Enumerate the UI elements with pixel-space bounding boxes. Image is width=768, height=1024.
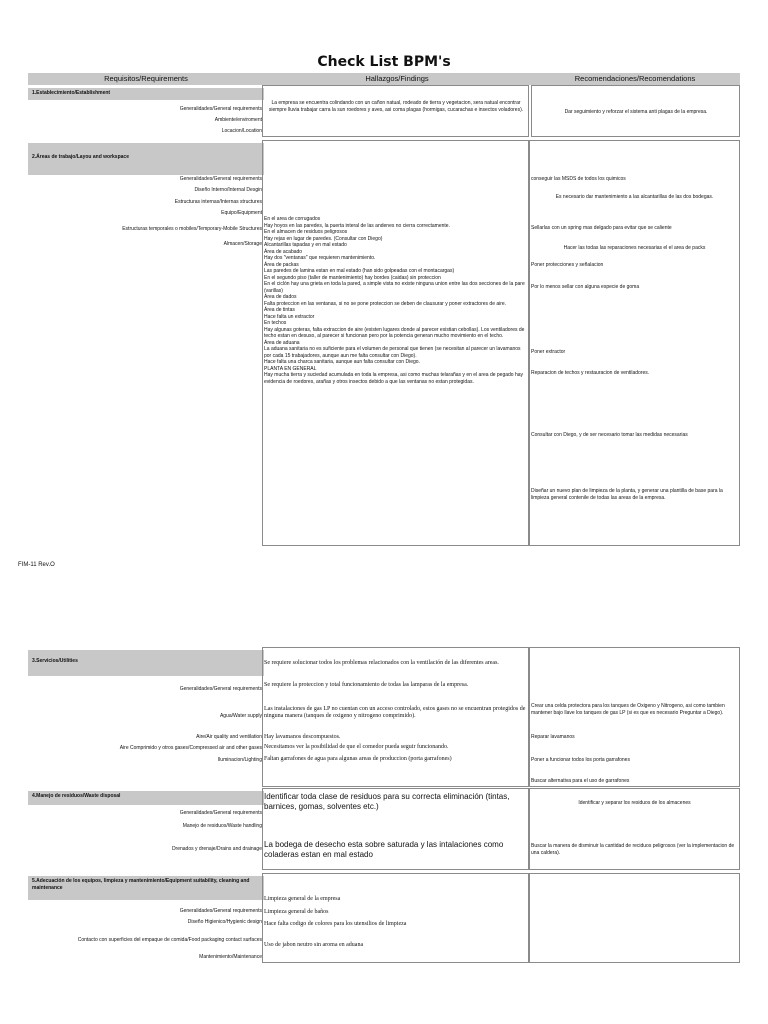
finding-text: Se requiere la proteccion y total funcionamiento de todas las lamparas de la empresa.: [264, 682, 469, 688]
recommendation-text: Poner protecciones y señalacion: [531, 262, 604, 268]
findings-list: [264, 216, 526, 385]
recommendation-text: conseguir las MSDS de todos los quimicos: [531, 176, 626, 182]
requirement-label: Diseño Higienico/Hygienic design: [187, 919, 262, 925]
finding-line: PLANTA EN GENERAL: [264, 365, 317, 372]
requirement-label: Mantenimiento/Maintenance: [199, 954, 262, 960]
requirement-label: Aire/Air quality and ventilation: [196, 734, 262, 740]
finding-text: Las instalaciones de gas LP no cuentan con un acceso controlado, estos gases no se encuentran protegidos de ninguna manera (tanques de oxigeno y nitrogeno comprimido).: [264, 706, 526, 719]
section-title: 1.Establecimiento/Establishment: [28, 88, 264, 100]
finding-text: La bodega de desecho esta sobre saturada y las intalaciones como coladeras estan en mal estado: [264, 840, 504, 859]
recommendation-text: Buscar la manera de disminuir la cantidad de reciduos peligrosos (ver la implementacion de una caldera).: [531, 843, 735, 856]
requirement-label: Estructuras internas/Internas structures: [174, 199, 262, 205]
finding-line: Hay mucha tierra y suciedad acumulada en toda la empresa, asi como muchas telarañas y en el area de pegado hay evidencia de roedores, arañas y otros insectos debido a que las ventanas no estan protegidas.: [264, 372, 524, 385]
finding-line: Hay algunas goteras, falta extraccion de aire (existen lugares donde al parecer existian cebollas). Los ventiladores de techo estan en desuso, al parecer si funcionan pero por la potencia generan mucho movimiento en el techo.: [264, 326, 525, 339]
recommendations-box: [529, 873, 740, 963]
finding-line: En el area de corrugados: [264, 216, 321, 222]
finding-line: Hay hoyos en las paredes, la puerta interal de las andenes no cierra correctamente.: [264, 222, 450, 229]
recommendation-text: Crear una celda protectora para los tanques de Oxigeno y Nitrogeno, asi como tambien mantener bajo llave los tanques de gas LP (si es que es necesario Preguntar a Diego).: [531, 703, 725, 716]
header-findings: Hallazgos/Findings: [264, 73, 530, 85]
requirement-label: Agua/Water supply: [219, 713, 262, 719]
requirement-label: Locacion/Location: [221, 128, 262, 134]
finding-line: En el ciclón hay una grieta en toda la pared, a simple vista no existe ninguna union entre las dos secciones de la pare (varillas): [264, 281, 525, 294]
requirement-label: Aire Comprimido y otros gases/Compressed air and other gases: [119, 745, 262, 751]
finding-line: La aduana sanitaria no es suficiente para el volumen de personal que tienen (se necesitan al parecer un lavamanos por cada 15 trabajadores, aunque aun me falta consultar con Diego).: [264, 346, 521, 359]
requirement-label: Iluminacion/Lighting: [217, 757, 262, 763]
finding-line: Área de aduana: [264, 339, 300, 346]
finding-text: Faltan garrafones de agua para algunas areas de produccion (porta garrafones): [264, 756, 452, 762]
finding-text: Necesitamos ver la posibilidad de que el comedor pueda seguir funcionando.: [264, 744, 449, 750]
recommendation-text: Dar seguimiento y reforzar el sistema anti plagas de la empresa.: [564, 109, 708, 115]
section-title: 2.Áreas de trabajo/Layou and workspace: [28, 143, 264, 175]
requirement-label: Almacen/Storage: [223, 241, 262, 247]
findings-box: [262, 873, 529, 963]
finding-line: Las paredes de lamina estan en mal estado (han sido golpeadas con el montacargas): [264, 268, 455, 274]
finding-text: Uso de jabon neutro sin aroma en aduana: [264, 942, 364, 948]
finding-line: En el almacen de residuos peligrosos: [264, 229, 348, 235]
recommendations-box: [529, 647, 740, 787]
recommendation-text: Identificar y separar los residuos de los almacenes: [578, 800, 691, 806]
finding-line: Área de acabado: [264, 248, 303, 255]
requirement-label: Diseño Interno/Internal Desgin: [194, 187, 262, 193]
form-code: FIM-11 Rev.O: [18, 562, 55, 568]
section-title: 4.Manejo de residuos/Waste disposal: [28, 791, 264, 805]
finding-text: Hay lavamanos descompuestos.: [264, 734, 341, 740]
finding-text: Limpieza general de baños: [264, 909, 329, 915]
finding-line: Área de dados: [264, 294, 297, 300]
requirement-label: Generalidades/General requirements: [179, 908, 262, 914]
requirement-label: Generalidades/General requirements: [179, 686, 262, 692]
header-requirements: Requisitos/Requirements: [28, 73, 264, 85]
requirement-label: Drenados y drenaje/Drains and drainage: [171, 846, 262, 852]
finding-text: Identificar toda clase de residuos para su correcta eliminación (tintas, barnices, gomas, solventes etc.): [264, 792, 510, 811]
finding-line: Área de packas: [264, 261, 299, 268]
recommendations-box: [529, 140, 740, 546]
finding-line: Hace falta un extractor: [264, 313, 315, 320]
requirement-label: Equipo/Equipment: [221, 210, 262, 216]
requirement-label: Contacto con superficies del empaque de comida/Food packaging contact surfaces: [77, 937, 262, 943]
finding-line: Área de tintas: [264, 307, 295, 313]
finding-text: Se requiere solucionar todos los problemas relacionados con la ventilación de las diferentes areas.: [264, 660, 499, 666]
recommendation-text: Sellarlas con un spring mas delgado para evitar que se caliente: [531, 225, 672, 231]
recommendation-text: Por lo menos sellar con alguna especie de goma: [531, 284, 640, 290]
header-recommendations: Recomendaciones/Recomendations: [530, 73, 740, 85]
requirement-label: Manejo de residuos/Waste handling: [182, 823, 262, 829]
page-title: Check List BPM's: [317, 54, 451, 70]
recommendation-text: Reparacion de techos y restauracion de ventiladores.: [531, 370, 650, 376]
finding-text: Limpieza general de la empresa: [264, 896, 341, 902]
requirement-label: Generalidades/General requirements: [179, 810, 262, 816]
recommendation-text: Consultar con Diego, y de ser necesario tomar las medidas necesarias: [531, 432, 688, 438]
recommendation-text: Hacer las todas las reparaciones necesarias el el area de packs: [563, 245, 706, 251]
finding-line: En el segundo piso (taller de mantenimiento) hay bordes (caidas) sin proteccion: [264, 274, 441, 281]
section-title: 3.Servicios/Utilities: [28, 650, 264, 676]
recommendation-text: Reparar lavamanos: [531, 734, 575, 740]
requirement-label: Ambiente/enviroment: [214, 117, 262, 123]
recommendation-text: Poner extractor: [531, 349, 566, 355]
recommendation-text: Es necesario dar mantenimiento a las alcantarillas de las dos bodegas.: [555, 194, 714, 200]
requirement-label: Generalidades/General requirements: [179, 106, 262, 112]
finding-line: Hay dos "ventanas" que requieren mantenimiento.: [264, 255, 376, 261]
finding-text: La empresa se encuentra colindando con un cañon natual, rodeado de tierra y vegetacion, sera natual encontrar siempre lluvia trabajar carra la sun roedores y aves, asi coma plagas (hormigas, cucarachas e insectos voladores).: [268, 100, 524, 113]
requirement-label: Estructuras temporales o mobiles/Temporary-Mobile Structures: [122, 226, 262, 232]
recommendation-text: Buscar alternativa para el uso de garrafones: [531, 778, 630, 784]
finding-text: Hace falta codigo de colores para los utensilios de limpieza: [264, 921, 407, 927]
section-title: 5.Adecuación de los equipos, limpieza y mantenimiento/Equipment suitability, cleaning and maintenance: [28, 876, 264, 900]
finding-line: Alcantarillas tapadas y en mal estado: [264, 242, 347, 248]
recommendation-text: Poner a funcionar todos los porta garrafones: [531, 757, 630, 763]
finding-line: Hay rejas en lugar de paredes. (Consultar con Diego): [264, 235, 383, 242]
finding-line: Falta proteccion en las ventanas, si no se pone proteccion se deben de clausurar y poner extractores de aire.: [264, 300, 507, 307]
finding-line: Hace falta una charca sanitaria, aunque aun falta consultar con Diego.: [264, 359, 420, 365]
recommendation-text: Diseñar un nuevo plan de limpieza de la planta, y generar una plantilla de base para la limpieza general contenile de todas las areas de la empresa.: [531, 488, 723, 501]
finding-line: En techos: [264, 320, 287, 326]
requirement-label: Generalidades/General requirements: [179, 176, 262, 182]
